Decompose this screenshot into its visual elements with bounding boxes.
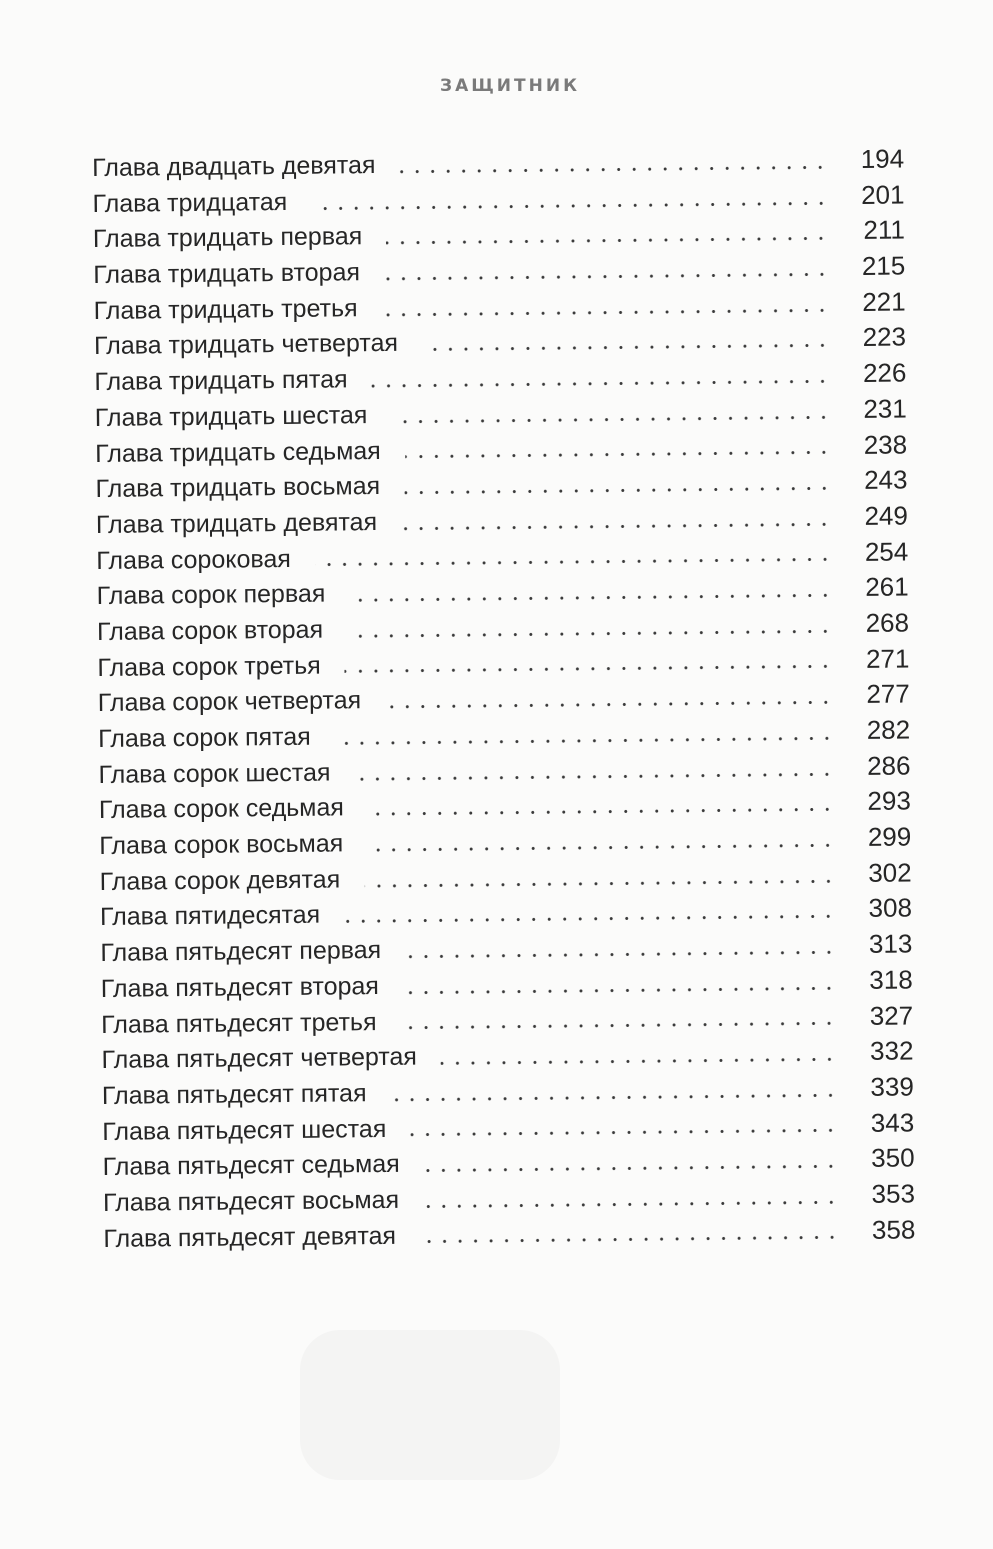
toc-entry-page-number: 201 <box>860 179 905 210</box>
dot-leader <box>349 593 832 602</box>
dot-leader <box>368 807 835 816</box>
dot-leader <box>345 665 834 674</box>
toc-entry-page-number: 271 <box>865 643 910 674</box>
toc-entry-page-number: 226 <box>862 357 907 389</box>
dot-leader <box>441 1057 838 1065</box>
running-head: ЗАЩИТНИК <box>440 76 580 96</box>
dot-leader <box>405 451 831 459</box>
toc-entry-page-number: 238 <box>863 428 908 460</box>
toc-entry-title: Глава сорок восьмая <box>99 829 344 861</box>
toc-entry-title: Глава тридцать девятая <box>95 507 378 539</box>
dot-leader <box>401 1022 838 1031</box>
dot-leader <box>403 986 837 995</box>
dot-leader <box>391 415 830 424</box>
page-smudge <box>300 1330 560 1480</box>
toc-entry-title: Глава сорок первая <box>96 579 326 611</box>
toc-entry-title: Глава пятидесятая <box>99 901 321 932</box>
dot-leader <box>400 165 829 173</box>
toc-entry-page-number: 221 <box>862 286 906 317</box>
dot-leader <box>401 522 832 531</box>
toc-entry-title: Глава сороковая <box>96 544 291 575</box>
dot-leader <box>335 736 834 745</box>
toc-entry-page-number: 339 <box>870 1071 915 1102</box>
toc-entry-title: Глава пятьдесят третья <box>101 1007 377 1039</box>
toc-entry-page-number: 313 <box>868 928 913 960</box>
toc-entry-page-number: 211 <box>863 214 906 246</box>
dot-leader <box>311 201 828 210</box>
toc-entry-page-number: 299 <box>867 821 912 852</box>
toc-entry-title: Глава тридцать пятая <box>94 365 348 397</box>
toc-entry-title: Глава тридцатая <box>92 187 288 218</box>
toc-entry-title: Глава пятьдесят четвертая <box>101 1042 418 1075</box>
toc-entry-title: Глава тридцать первая <box>92 222 363 254</box>
toc-entry-page-number: 194 <box>860 143 905 174</box>
dot-leader <box>315 558 832 567</box>
toc-entry-page-number: 293 <box>867 785 912 817</box>
toc-entry-page-number: 268 <box>865 607 910 638</box>
dot-leader <box>386 237 829 246</box>
dot-leader <box>384 272 829 281</box>
toc-entry-title: Глава пятьдесят пятая <box>101 1079 367 1110</box>
toc-entry-page-number: 318 <box>869 964 913 995</box>
toc-entry-title: Глава сорок пятая <box>98 722 311 753</box>
toc-entry-title: Глава пятьдесят седьмая <box>102 1150 400 1182</box>
toc-entry-page-number: 277 <box>866 678 910 710</box>
toc-entry-title: Глава тридцать третья <box>93 293 358 325</box>
toc-entry-title: Глава сорок девятая <box>99 865 341 896</box>
toc-entry-page-number: 358 <box>871 1214 916 1245</box>
toc-entry-title: Глава сорок седьмая <box>98 793 345 825</box>
dot-leader <box>404 486 831 494</box>
toc-entry-title: Глава сорок четвертая <box>97 686 362 718</box>
toc-entry-page-number: 231 <box>863 393 907 424</box>
toc-entry-title: Глава пятьдесят девятая <box>103 1221 397 1253</box>
toc-entry-title: Глава сорок третья <box>97 651 321 682</box>
dot-leader <box>420 1236 839 1244</box>
toc-entry-page-number: 353 <box>871 1178 916 1209</box>
toc-entry-page-number: 286 <box>866 750 911 781</box>
dot-leader <box>355 772 835 781</box>
dot-leader <box>347 629 833 638</box>
toc-entry-page-number: 302 <box>868 857 912 888</box>
toc-entry-page-number: 332 <box>869 1035 914 1067</box>
toc-entry-page-number: 215 <box>861 250 906 282</box>
toc-entry-page-number: 223 <box>862 321 907 353</box>
toc-entry-title: Глава тридцать восьмая <box>95 472 381 504</box>
toc-entry-title: Глава тридцать вторая <box>93 258 361 290</box>
toc-entry-page-number: 308 <box>868 892 913 924</box>
toc-entry-title: Глава тридцать шестая <box>94 400 368 432</box>
toc-entry-title: Глава тридцать четвертая <box>93 329 399 361</box>
table-of-contents <box>92 141 916 1256</box>
toc-entry-title: Глава сорок шестая <box>98 758 331 789</box>
dot-leader <box>423 1200 839 1208</box>
dot-leader <box>367 843 835 852</box>
dot-leader <box>364 879 836 888</box>
toc-entry-page-number: 243 <box>863 464 908 496</box>
toc-entry-page-number: 343 <box>870 1107 915 1138</box>
toc-entry-title: Глава пятьдесят восьмая <box>102 1185 400 1217</box>
toc-entry-title: Глава пятьдесят шестая <box>102 1114 387 1146</box>
dot-leader <box>385 700 834 709</box>
toc-entry-title: Глава двадцать девятая <box>92 151 376 182</box>
toc-entry-title: Глава пятьдесят первая <box>100 936 382 968</box>
dot-leader <box>372 379 831 388</box>
toc-entry-title: Глава пятьдесят вторая <box>100 971 380 1003</box>
dot-leader <box>422 344 830 352</box>
toc-entry-title: Глава сорок вторая <box>96 615 324 646</box>
toc-entry-page-number: 327 <box>869 999 914 1031</box>
toc-entry-page-number: 282 <box>866 714 911 745</box>
dot-leader <box>424 1164 839 1172</box>
dot-leader <box>410 1129 838 1137</box>
toc-entry-page-number: 254 <box>864 536 909 567</box>
dot-leader <box>405 950 836 959</box>
dot-leader <box>344 915 836 924</box>
toc-entry-title: Глава тридцать седьмая <box>95 436 381 468</box>
toc-entry-page-number: 249 <box>864 500 909 531</box>
dot-leader <box>391 1093 838 1102</box>
toc-entry-page-number: 350 <box>871 1142 915 1174</box>
dot-leader <box>382 308 830 317</box>
toc-entry-page-number: 261 <box>865 571 909 603</box>
